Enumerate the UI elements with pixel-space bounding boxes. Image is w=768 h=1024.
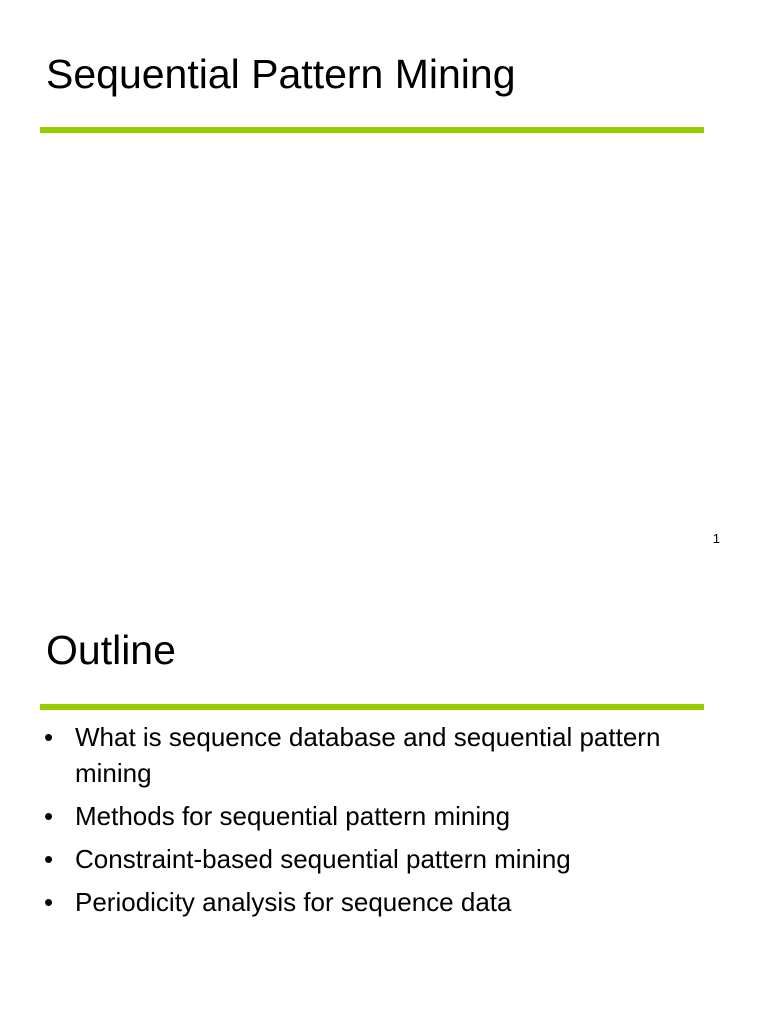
slide-2 xyxy=(0,576,768,1024)
bullet-icon: • xyxy=(44,801,54,831)
list-item xyxy=(44,884,704,920)
list-item-text: Methods for sequential pattern mining xyxy=(75,801,511,831)
title-divider xyxy=(40,704,704,710)
page-number: 1 xyxy=(712,531,720,546)
bullet-icon: • xyxy=(44,844,54,874)
list-item-text: What is sequence database and sequential pattern mining xyxy=(75,722,661,788)
list-item-text: Periodicity analysis for sequence data xyxy=(75,887,512,917)
list-item xyxy=(44,841,704,877)
bullet-icon: • xyxy=(44,887,54,917)
list-item-text: Constraint-based sequential pattern mining xyxy=(75,844,571,874)
list-item xyxy=(44,719,704,791)
outline-list xyxy=(44,719,704,927)
title-divider xyxy=(40,127,704,133)
slide-title: Sequential Pattern Mining xyxy=(46,51,516,97)
bullet-icon: • xyxy=(44,722,54,752)
slide-title: Outline xyxy=(46,627,176,673)
list-item xyxy=(44,798,704,834)
